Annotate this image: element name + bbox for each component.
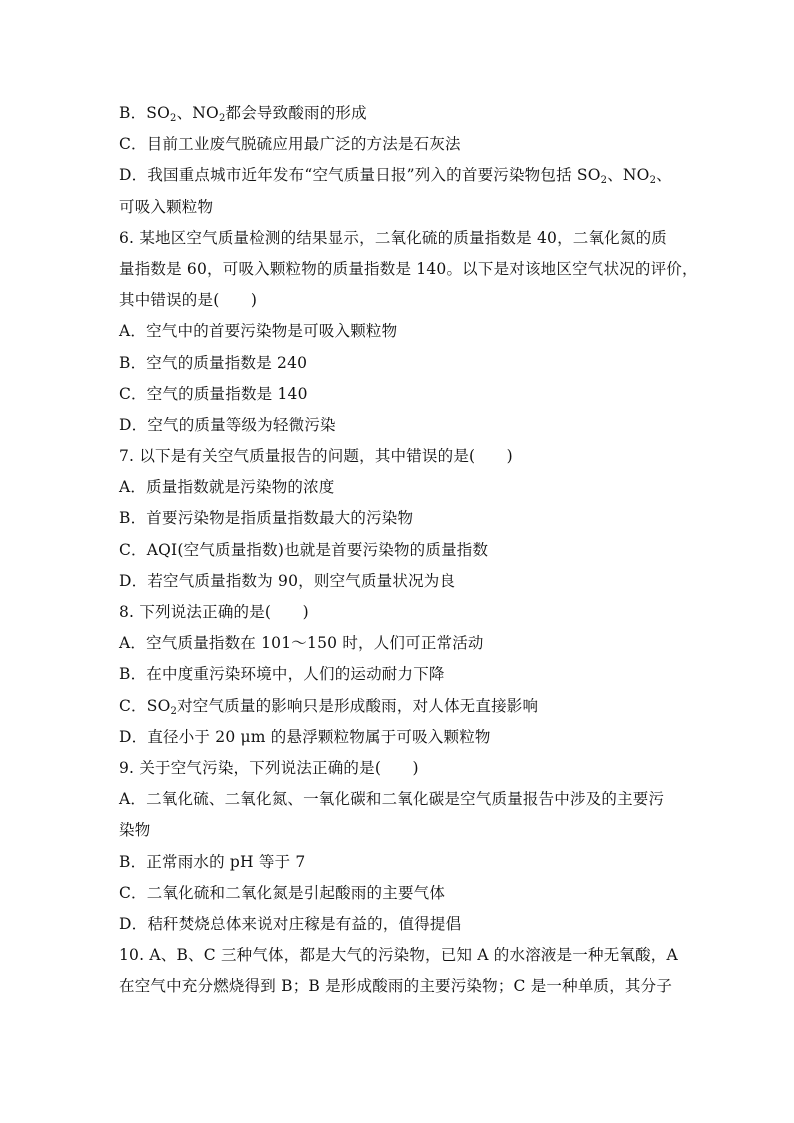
text-span: 9. 关于空气污染，下列说法正确的是( ) [119,758,419,777]
text-span: C．SO [119,696,171,715]
text-line [119,348,679,379]
text-line [119,379,679,410]
text-span: C．目前工业废气脱硫应用最广泛的方法是石灰法 [119,135,461,154]
text-span: B．正常雨水的 pH 等于 7 [119,852,306,871]
text-line [119,940,679,971]
text-line [119,254,698,285]
text-span: C．空气的质量指数是 140 [119,384,308,403]
text-line [119,753,679,784]
text-line [119,503,679,534]
text-line [119,223,679,254]
subscript: 2 [600,175,608,187]
text-span: D．我国重点城市近年发布“空气质量日报”列入的首要污染物包括 SO [119,166,601,185]
text-span: 、NO [607,166,650,185]
text-line [119,691,679,722]
text-span: C．二氧化硫和二氧化氮是引起酸雨的主要气体 [119,883,446,902]
text-span: 在空气中充分燃烧得到 B；B 是形成酸雨的主要污染物；C 是一种单质，其分子 [119,977,673,996]
text-span: A．质量指数就是污染物的浓度 [119,478,335,497]
text-line [119,597,679,628]
text-line [119,784,679,815]
text-span: 其中错误的是( ) [119,291,258,310]
text-span: D．秸秆焚烧总体来说对庄稼是有益的，值得提倡 [119,914,462,933]
text-line [119,628,679,659]
text-line [119,129,679,160]
text-span: A．空气质量指数在 101～150 时，人们可正常活动 [119,634,484,653]
text-span: B．SO [119,104,171,122]
text-span: A．二氧化硫、二氧化氮、一氧化碳和二氧化碳是空气质量报告中涉及的主要污 [119,790,665,809]
text-span: 6. 某地区空气质量检测的结果显示，二氧化硫的质量指数是 40，二氧化氮的质 [119,228,667,247]
text-line [119,98,679,129]
text-line [119,160,679,191]
document-body [119,98,698,1002]
text-span: 对空气质量的影响只是形成酸雨，对人体无直接影响 [177,696,539,715]
subscript: 2 [170,113,177,124]
text-span: 量指数是 60，可吸入颗粒物的质量指数是 140。以下是对该地区空气状况的评价， [119,259,698,278]
text-span: B．空气的质量指数是 240 [119,353,308,372]
text-span: 10. A、B、C 三种气体，都是大气的污染物，已知 A 的水溶液是一种无氧酸，A [119,946,678,965]
text-span: 、NO [176,104,219,122]
text-span: 染物 [119,821,151,840]
text-line [119,971,679,1002]
text-line [119,659,679,690]
text-span: B．在中度重污染环境中，人们的运动耐力下降 [119,665,445,684]
text-line [119,410,679,441]
subscript: 2 [170,705,178,717]
text-span: 都会导致酸雨的形成 [225,104,367,122]
text-line [119,285,679,316]
text-span: D．直径小于 20 μm 的悬浮颗粒物属于可吸入颗粒物 [119,727,491,746]
text-span: 可吸入颗粒物 [119,197,214,216]
text-line [119,847,679,878]
text-line [119,566,679,597]
text-line [119,722,679,753]
text-span: D．空气的质量等级为轻微污染 [119,415,336,434]
text-line [119,535,679,566]
text-span: D．若空气质量指数为 90，则空气质量状况为良 [119,571,456,590]
text-line [119,316,679,347]
text-span: 8. 下列说法正确的是( ) [119,603,309,621]
text-span: 、 [656,166,672,185]
text-line [119,878,679,909]
text-span: 7. 以下是有关空气质量报告的问题，其中错误的是( ) [119,447,513,466]
text-line [119,192,679,223]
text-line [119,815,679,846]
text-line [119,909,679,940]
text-line [119,472,679,503]
subscript: 2 [649,175,657,187]
text-span: B．首要污染物是指质量指数最大的污染物 [119,509,414,528]
text-span: A．空气中的首要污染物是可吸入颗粒物 [119,322,398,341]
text-span: C．AQI(空气质量指数)也就是首要污染物的质量指数 [119,540,489,559]
text-line [119,441,679,472]
subscript: 2 [218,113,226,124]
